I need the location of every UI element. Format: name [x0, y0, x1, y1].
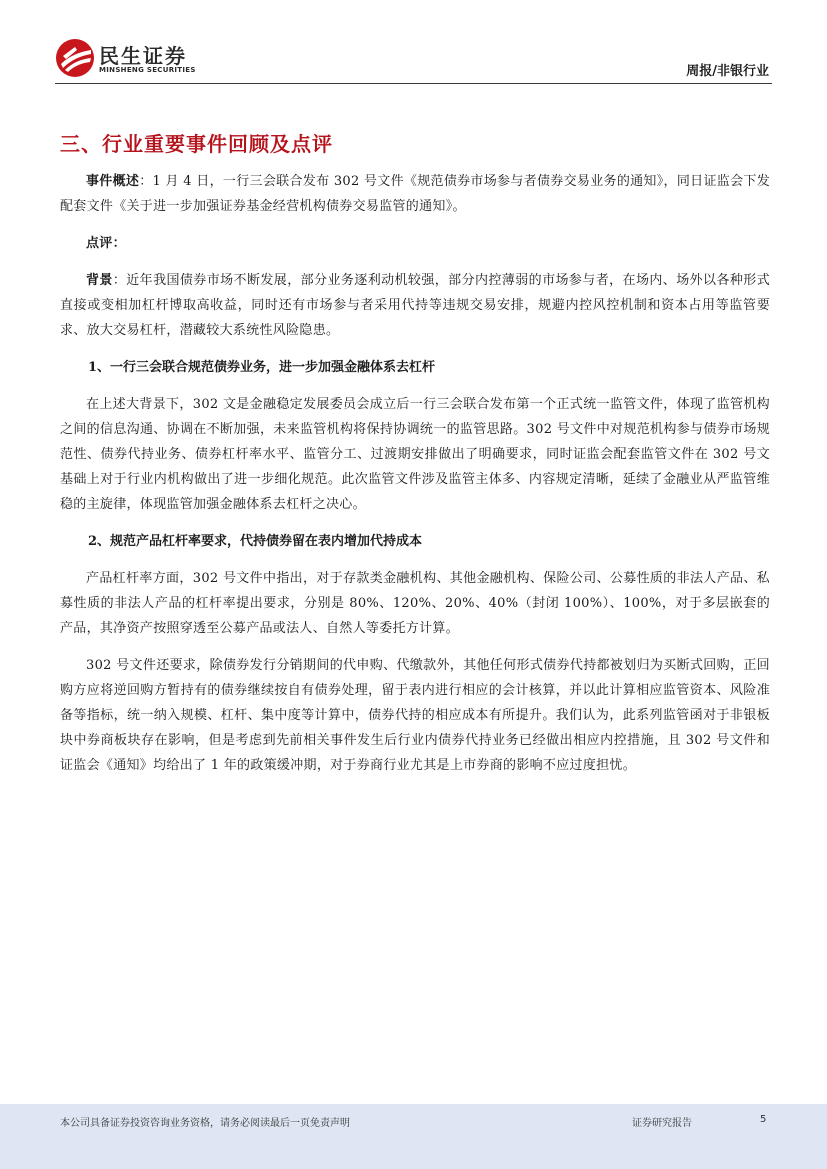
event-paragraph [60, 169, 770, 219]
event-text: ：1 月 4 日，一行三会联合发布 302 号文件《规范债券市场参与者债券交易业务的通知》，同日证监会下发配套文件《关于进一步加强证券基金经营机构债券交易监管的通知》。 [60, 174, 770, 214]
subheading-1: 1、一行三会联合规范债券业务，进一步加强金融体系去杠杆 [88, 360, 436, 375]
logo-mark-icon [55, 38, 95, 78]
page-number: 5 [760, 1114, 767, 1125]
comment-label: 点评： [86, 236, 126, 251]
footer-disclaimer: 本公司具备证券投资咨询业务资格，请务必阅读最后一页免责声明 [60, 1118, 350, 1129]
subheading-2: 2、规范产品杠杆率要求，代持债券留在表内增加代持成本 [88, 534, 423, 549]
logo-english-name: MINSHENG SECURITIES [99, 66, 196, 74]
sub1-paragraph: 在上述大背景下，302 文是金融稳定发展委员会成立后一行三会联合发布第一个正式统一监管文件，体现了监管机构之间的信息沟通、协调在不断加强，未来监管机构将保持协调统一的监管思路。302 号文件中对规范机构参与债券市场规范性、债券代持业务、债券杠杆率水平、监管分工、过渡期安排做出了明确要求，同时证监会配套监管文件在 302 号文基础上对于行业内机构做出了进一步细化规范。此次监管文件涉及监管主体多、内容规定清晰，延续了金融业从严监管维稳的主旋律，体现监管加强金融体系去杠杆之决心。 [60, 397, 770, 512]
background-text: ：近年我国债券市场不断发展，部分业务逐利动机较强，部分内控薄弱的市场参与者，在场内、场外以各种形式直接或变相加杠杆博取高收益，同时还有市场参与者采用代持等违规交易安排，规避内控风控机制和资本占用等监管要求、放大交易杠杆，潜藏较大系统性风险隐患。 [60, 273, 770, 338]
header-divider [55, 83, 772, 84]
report-type: 周报/非银行业 [686, 64, 769, 79]
background-paragraph [60, 268, 770, 343]
page-footer [0, 1104, 827, 1169]
page-header [0, 0, 827, 90]
section-title: 三、行业重要事件回顾及点评 [60, 132, 333, 156]
logo-chinese-name: 民生证券 [99, 44, 187, 68]
main-content [60, 128, 770, 790]
sub2-paragraph-1: 产品杠杆率方面，302 号文件中指出，对于存款类金融机构、其他金融机构、保险公司、公募性质的非法人产品、私募性质的非法人产品的杠杆率提出要求，分别是 80%、120%、20%、40%（封闭 100%）、100%，对于多层嵌套的产品，其净资产按照穿透至公募产品或法人、自然人等委托方计算。 [60, 571, 770, 636]
event-label: 事件概述 [86, 174, 140, 189]
minsheng-logo [55, 38, 205, 80]
footer-report-label: 证券研究报告 [632, 1118, 692, 1129]
background-label: 背景 [86, 273, 113, 288]
sub2-paragraph-2: 302 号文件还要求，除债券发行分销期间的代申购、代缴款外，其他任何形式债券代持都被划归为买断式回购，正回购方应将逆回购方暂持有的债券继续按自有债券处理，留于表内进行相应的会计核算，并以此计算相应监管资本、风险准备等指标，统一纳入规模、杠杆、集中度等计算中，债券代持的相应成本有所提升。我们认为，此系列监管函对于非银板块中券商板块存在影响，但是考虑到先前相关事件发生后行业内债券代持业务已经做出相应内控措施，且 302 号文件和证监会《通知》均给出了 1 年的政策缓冲期，对于券商行业尤其是上市券商的影响不应过度担忧。 [60, 658, 770, 773]
